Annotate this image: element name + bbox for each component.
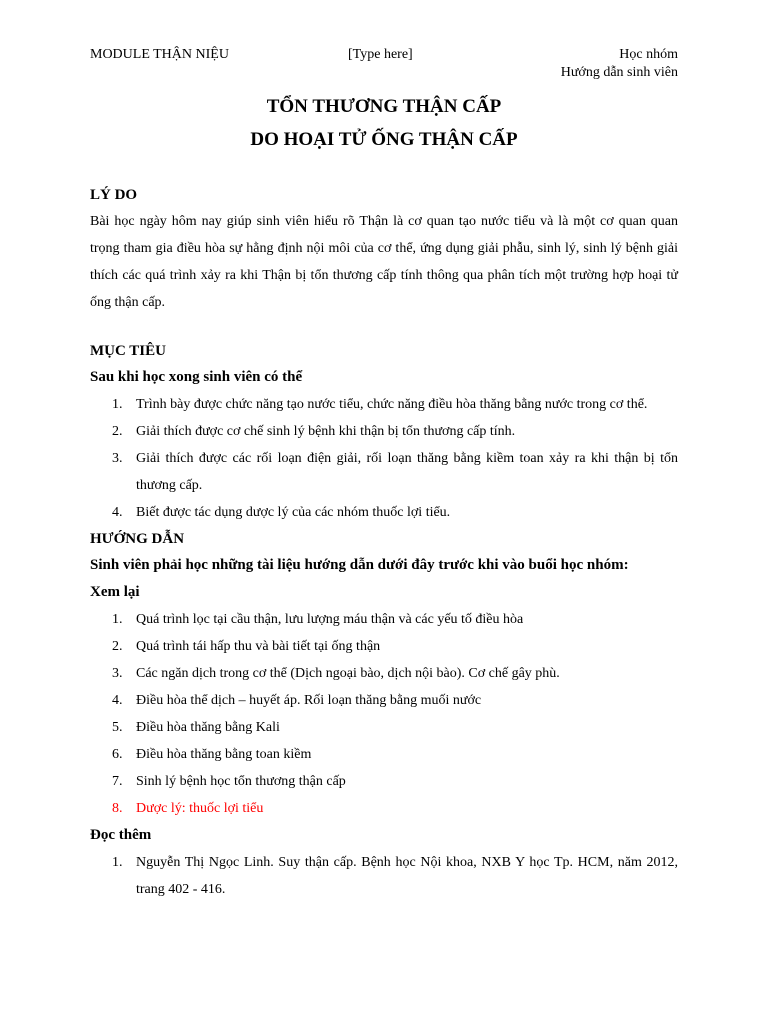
title-line-1: TỔN THƯƠNG THẬN CẤP — [266, 96, 502, 117]
header-placeholder[interactable]: [Type here] — [348, 47, 413, 62]
list-item: 7. Sinh lý bệnh học tổn thương thận cấp — [112, 774, 346, 789]
list-item: 2. Giải thích được cơ chế sinh lý bệnh khi thận bị tổn thương cấp tính. — [112, 424, 516, 439]
muc-tieu-list — [90, 391, 678, 526]
header-module-name: MODULE THẬN NIỆU — [90, 47, 229, 62]
document-title — [90, 90, 678, 156]
section-heading-muc-tieu: MỤC TIÊU — [90, 343, 166, 359]
header-right — [561, 46, 678, 82]
list-item: 4. Biết được tác dụng dược lý của các nhóm thuốc lợi tiểu. — [112, 505, 451, 520]
list-item-highlighted: 8. Dược lý: thuốc lợi tiểu — [112, 801, 264, 816]
title-line-2: DO HOẠI TỬ ỐNG THẬN CẤP — [250, 129, 518, 150]
xem-lai-list — [90, 606, 678, 822]
section-heading-huong-dan: HƯỚNG DẪN — [90, 531, 185, 547]
list-item: 1. Trình bày được chức năng tạo nước tiểu, chức năng điều hòa thăng bằng nước trong cơ thể. — [112, 397, 648, 412]
list-item: 1. Quá trình lọc tại cầu thận, lưu lượng máu thận và các yếu tố điều hòa — [112, 612, 524, 627]
document-page — [90, 44, 678, 903]
list-item: 2. Quá trình tái hấp thu và bài tiết tại ống thận — [112, 639, 381, 654]
header-group-label: Học nhóm — [619, 47, 678, 62]
list-item: 4. Điều hòa thể dịch – huyết áp. Rối loạn thăng bằng muối nước — [112, 693, 482, 708]
doc-them-list — [90, 849, 678, 903]
huong-dan-instruction: Sinh viên phải học những tài liệu hướng dẫn dưới đây trước khi vào buổi học nhóm: — [90, 557, 629, 573]
ly-do-paragraph: Bài học ngày hôm nay giúp sinh viên hiểu rõ Thận là cơ quan tạo nước tiểu và là một cơ quan quan trọng tham gia điều hòa sự hằng định nội môi của cơ thể, ứng dụng giải phẫu, sinh lý, sinh lý bệnh giải thích các quá trình xảy ra khi Thận bị tổn thương cấp tính thông qua phân tích một trường hợp hoại tử ống thận cấp. — [90, 214, 678, 310]
list-item: 6. Điều hòa thăng bằng toan kiềm — [112, 747, 312, 762]
header-guide-label: Hướng dẫn sinh viên — [560, 65, 678, 80]
list-item: 3. Giải thích được các rối loạn điện giải, rối loạn thăng bằng kiềm toan xảy ra khi thận bị tổn thương cấp. — [112, 451, 678, 493]
list-item: 5. Điều hòa thăng bằng Kali — [112, 720, 280, 735]
list-item: 3. Các ngăn dịch trong cơ thể (Dịch ngoại bào, dịch nội bào). Cơ chế gây phù. — [112, 666, 560, 681]
muc-tieu-subheading: Sau khi học xong sinh viên có thể — [90, 369, 303, 385]
doc-them-heading: Đọc thêm — [90, 827, 152, 843]
list-item: 1. Nguyễn Thị Ngọc Linh. Suy thận cấp. Bệnh học Nội khoa, NXB Y học Tp. HCM, năm 2012, trang 402 - 416. — [112, 855, 678, 897]
xem-lai-heading: Xem lại — [90, 584, 140, 600]
section-heading-ly-do: LÝ DO — [90, 187, 138, 203]
page-header — [90, 44, 678, 86]
